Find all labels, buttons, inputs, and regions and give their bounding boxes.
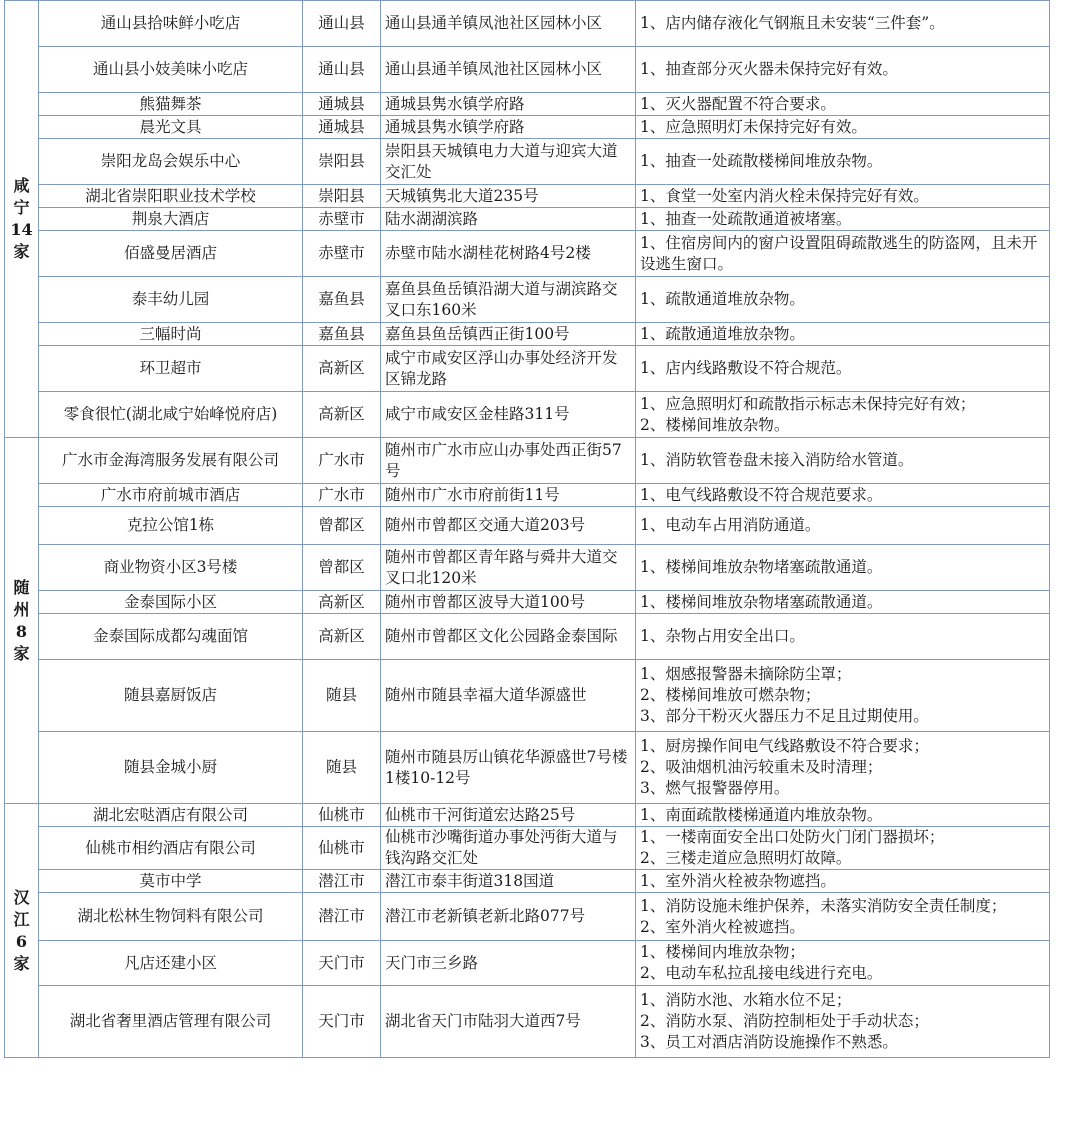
region-label-line: 家 [13, 242, 30, 261]
unit-name-cell: 熊猫舞茶 [39, 93, 303, 116]
table-row [5, 941, 1050, 986]
table-row [5, 614, 1050, 660]
county-cell: 随县 [303, 660, 381, 732]
issue-line: 1、疏散通道堆放杂物。 [640, 290, 805, 308]
county-cell: 通城县 [303, 93, 381, 116]
region-label-line: 14 [10, 220, 33, 239]
region-label-line: 随 [13, 577, 30, 597]
unit-name-cell: 商业物资小区3号楼 [39, 545, 303, 591]
issues-cell [636, 893, 1050, 941]
address-cell: 随州市曾都区交通大道203号 [381, 507, 636, 545]
issues-cell [636, 323, 1050, 346]
issue-line: 1、楼梯间堆放杂物堵塞疏散通道。 [640, 592, 883, 611]
issue-line: 2、电动车私拉乱接电线进行充电。 [640, 964, 883, 982]
region-label-line: 汉 [13, 887, 30, 907]
issue-line: 2、消防水泵、消防控制柜处于手动状态； [640, 1012, 929, 1030]
unit-name-cell: 随县金城小厨 [39, 732, 303, 804]
table-row [5, 507, 1050, 545]
issue-line: 1、电气线路敷设不符合规范要求。 [640, 485, 883, 504]
address-cell: 赤壁市陆水湖桂花树路4号2楼 [381, 231, 636, 277]
issue-line: 1、消防水池、水箱水位不足； [640, 991, 852, 1009]
county-cell: 高新区 [303, 392, 381, 438]
unit-name-cell: 广水市金海湾服务发展有限公司 [39, 438, 303, 484]
issue-line: 2、三楼走道应急照明灯故障。 [640, 849, 852, 867]
table-row [5, 484, 1050, 507]
table-row [5, 346, 1050, 392]
issue-line: 3、部分干粉灭火器压力不足且过期使用。 [640, 707, 929, 725]
issue-line: 1、抽查一处疏散通道被堵塞。 [640, 209, 852, 228]
county-cell: 通城县 [303, 116, 381, 139]
address-cell: 随州市随县幸福大道华源盛世 [381, 660, 636, 732]
county-cell: 广水市 [303, 484, 381, 507]
address-cell: 嘉鱼县鱼岳镇沿湖大道与湖滨路交叉口东160米 [381, 277, 636, 323]
address-cell: 通城县隽水镇学府路 [381, 116, 636, 139]
issue-line: 2、楼梯间堆放可燃杂物； [640, 686, 821, 704]
issue-line: 1、应急照明灯和疏散指示标志未保持完好有效； [640, 394, 976, 413]
unit-name-cell: 佰盛曼居酒店 [39, 231, 303, 277]
county-cell: 广水市 [303, 438, 381, 484]
issues-cell [636, 231, 1050, 277]
issue-line: 1、疏散通道堆放杂物。 [640, 324, 805, 343]
county-cell: 赤壁市 [303, 208, 381, 231]
address-cell: 咸宁市咸安区金桂路311号 [381, 392, 636, 438]
inspection-table [4, 0, 1050, 1058]
issues-cell [636, 484, 1050, 507]
county-cell: 通山县 [303, 1, 381, 47]
region-label [5, 438, 39, 804]
unit-name-cell: 凡店还建小区 [39, 941, 303, 986]
unit-name-cell: 荆泉大酒店 [39, 208, 303, 231]
table-row [5, 185, 1050, 208]
issue-line: 3、员工对酒店消防设施操作不熟悉。 [640, 1033, 898, 1051]
issues-cell [636, 185, 1050, 208]
county-cell: 天门市 [303, 986, 381, 1058]
issues-cell [636, 614, 1050, 660]
table-row [5, 231, 1050, 277]
issue-line: 1、电动车占用消防通道。 [640, 516, 821, 534]
county-cell: 赤壁市 [303, 231, 381, 277]
issues-cell [636, 139, 1050, 185]
unit-name-cell: 金泰国际成都勾魂面馆 [39, 614, 303, 660]
region-label [5, 804, 39, 1058]
county-cell: 嘉鱼县 [303, 277, 381, 323]
address-cell: 仙桃市沙嘴街道办事处沔街大道与钱沟路交汇处 [381, 827, 636, 870]
address-cell: 随州市曾都区青年路与舜井大道交叉口北120米 [381, 545, 636, 591]
issues-cell [636, 545, 1050, 591]
issue-line: 1、一楼南面安全出口处防火门闭门器损坏； [640, 828, 945, 846]
issues-cell [636, 941, 1050, 986]
region-label [5, 1, 39, 438]
unit-name-cell: 克拉公馆1栋 [39, 507, 303, 545]
issues-cell [636, 804, 1050, 827]
county-cell: 潜江市 [303, 893, 381, 941]
issue-line: 1、厨房操作间电气线路敷设不符合要求； [640, 737, 929, 755]
region-label-line: 家 [13, 643, 30, 663]
county-cell: 高新区 [303, 346, 381, 392]
address-cell: 随州市随县厉山镇花华源盛世7号楼1楼10-12号 [381, 732, 636, 804]
address-cell: 嘉鱼县鱼岳镇西正街100号 [381, 323, 636, 346]
issue-line: 1、消防软管卷盘未接入消防给水管道。 [640, 451, 914, 469]
issues-cell [636, 827, 1050, 870]
table-row [5, 545, 1050, 591]
issue-line: 1、住宿房间内的窗户设置阻碍疏散逃生的防盗网，且未开设逃生窗口。 [640, 233, 1038, 273]
county-cell: 曾都区 [303, 507, 381, 545]
unit-name-cell: 莫市中学 [39, 870, 303, 893]
issues-cell [636, 591, 1050, 614]
issues-cell [636, 47, 1050, 93]
issue-line: 1、店内线路敷设不符合规范。 [640, 359, 852, 377]
table-row [5, 277, 1050, 323]
unit-name-cell: 零食很忙(湖北咸宁始峰悦府店) [39, 392, 303, 438]
region-label-line: 6 [15, 931, 28, 951]
county-cell: 高新区 [303, 591, 381, 614]
county-cell: 嘉鱼县 [303, 323, 381, 346]
unit-name-cell: 湖北宏哒酒店有限公司 [39, 804, 303, 827]
table-row [5, 47, 1050, 93]
table-row [5, 438, 1050, 484]
issue-line: 3、燃气报警器停用。 [640, 779, 790, 797]
county-cell: 通山县 [303, 47, 381, 93]
county-cell: 曾都区 [303, 545, 381, 591]
table-row [5, 732, 1050, 804]
address-cell: 崇阳县天城镇电力大道与迎宾大道交汇处 [381, 139, 636, 185]
issue-line: 1、南面疏散楼梯通道内堆放杂物。 [640, 805, 883, 824]
issue-line: 1、应急照明灯未保持完好有效。 [640, 117, 867, 136]
issues-cell [636, 346, 1050, 392]
issue-line: 1、店内储存液化气钢瓶且未安装“三件套”。 [640, 14, 945, 32]
table-row [5, 591, 1050, 614]
issues-cell [636, 507, 1050, 545]
address-cell: 潜江市老新镇老新北路077号 [381, 893, 636, 941]
unit-name-cell: 湖北省奢里酒店管理有限公司 [39, 986, 303, 1058]
address-cell: 天城镇隽北大道235号 [381, 185, 636, 208]
issues-cell [636, 116, 1050, 139]
issue-line: 2、楼梯间堆放杂物。 [640, 415, 790, 434]
issue-line: 1、消防设施未维护保养，未落实消防安全责任制度； [640, 896, 1007, 915]
unit-name-cell: 广水市府前城市酒店 [39, 484, 303, 507]
county-cell: 崇阳县 [303, 185, 381, 208]
issues-cell [636, 660, 1050, 732]
issues-cell [636, 93, 1050, 116]
table-row [5, 139, 1050, 185]
unit-name-cell: 泰丰幼儿园 [39, 277, 303, 323]
inspection-table-body [5, 1, 1050, 1058]
issues-cell [636, 870, 1050, 893]
county-cell: 潜江市 [303, 870, 381, 893]
table-row [5, 804, 1050, 827]
unit-name-cell: 晨光文具 [39, 116, 303, 139]
region-label-line: 江 [13, 909, 30, 929]
table-row [5, 893, 1050, 941]
table-row [5, 986, 1050, 1058]
table-row [5, 208, 1050, 231]
issues-cell [636, 1, 1050, 47]
issues-cell [636, 208, 1050, 231]
region-label-line: 州 [13, 599, 30, 619]
address-cell: 通山县通羊镇凤池社区园林小区 [381, 47, 636, 93]
table-row [5, 870, 1050, 893]
issue-line: 1、抽查一处疏散楼梯间堆放杂物。 [640, 152, 883, 170]
unit-name-cell: 湖北省崇阳职业技术学校 [39, 185, 303, 208]
region-label-line: 家 [13, 953, 30, 973]
region-label-line: 8 [15, 621, 28, 641]
county-cell: 高新区 [303, 614, 381, 660]
address-cell: 通山县通羊镇凤池社区园林小区 [381, 1, 636, 47]
address-cell: 潜江市泰丰街道318国道 [381, 870, 636, 893]
issue-line: 1、室外消火栓被杂物遮挡。 [640, 871, 836, 890]
issue-line: 1、食堂一处室内消火栓未保持完好有效。 [640, 186, 929, 205]
unit-name-cell: 通山县拾味鲜小吃店 [39, 1, 303, 47]
table-row [5, 323, 1050, 346]
county-cell: 随县 [303, 732, 381, 804]
address-cell: 天门市三乡路 [381, 941, 636, 986]
region-label-line: 咸 [13, 176, 30, 195]
unit-name-cell: 金泰国际小区 [39, 591, 303, 614]
county-cell: 仙桃市 [303, 804, 381, 827]
issue-line: 1、楼梯间内堆放杂物； [640, 943, 805, 961]
unit-name-cell: 湖北松林生物饲料有限公司 [39, 893, 303, 941]
issue-line: 1、烟感报警器未摘除防尘罩； [640, 665, 852, 683]
address-cell: 通城县隽水镇学府路 [381, 93, 636, 116]
county-cell: 仙桃市 [303, 827, 381, 870]
table-row [5, 392, 1050, 438]
issues-cell [636, 732, 1050, 804]
table-row [5, 660, 1050, 732]
unit-name-cell: 崇阳龙岛会娱乐中心 [39, 139, 303, 185]
address-cell: 随州市曾都区波导大道100号 [381, 591, 636, 614]
issues-cell [636, 986, 1050, 1058]
county-cell: 崇阳县 [303, 139, 381, 185]
unit-name-cell: 环卫超市 [39, 346, 303, 392]
issue-line: 1、杂物占用安全出口。 [640, 627, 805, 645]
address-cell: 咸宁市咸安区浮山办事处经济开发区锦龙路 [381, 346, 636, 392]
region-label-line: 宁 [13, 198, 30, 217]
county-cell: 天门市 [303, 941, 381, 986]
issues-cell [636, 392, 1050, 438]
issue-line: 2、吸油烟机油污较重未及时清理； [640, 758, 883, 776]
issues-cell [636, 277, 1050, 323]
address-cell: 仙桃市干河街道宏达路25号 [381, 804, 636, 827]
issue-line: 2、室外消火栓被遮挡。 [640, 917, 805, 936]
unit-name-cell: 三幅时尚 [39, 323, 303, 346]
unit-name-cell: 仙桃市相约酒店有限公司 [39, 827, 303, 870]
address-cell: 湖北省天门市陆羽大道西7号 [381, 986, 636, 1058]
table-row [5, 116, 1050, 139]
issue-line: 1、楼梯间堆放杂物堵塞疏散通道。 [640, 558, 883, 576]
issue-line: 1、抽查部分灭火器未保持完好有效。 [640, 60, 898, 78]
address-cell: 陆水湖湖滨路 [381, 208, 636, 231]
table-row [5, 827, 1050, 870]
issues-cell [636, 438, 1050, 484]
address-cell: 随州市广水市府前街11号 [381, 484, 636, 507]
table-row [5, 93, 1050, 116]
address-cell: 随州市广水市应山办事处西正街57号 [381, 438, 636, 484]
unit-name-cell: 通山县小妓美味小吃店 [39, 47, 303, 93]
address-cell: 随州市曾都区文化公园路金泰国际 [381, 614, 636, 660]
issue-line: 1、灭火器配置不符合要求。 [640, 94, 836, 113]
table-row [5, 1, 1050, 47]
unit-name-cell: 随县嘉厨饭店 [39, 660, 303, 732]
